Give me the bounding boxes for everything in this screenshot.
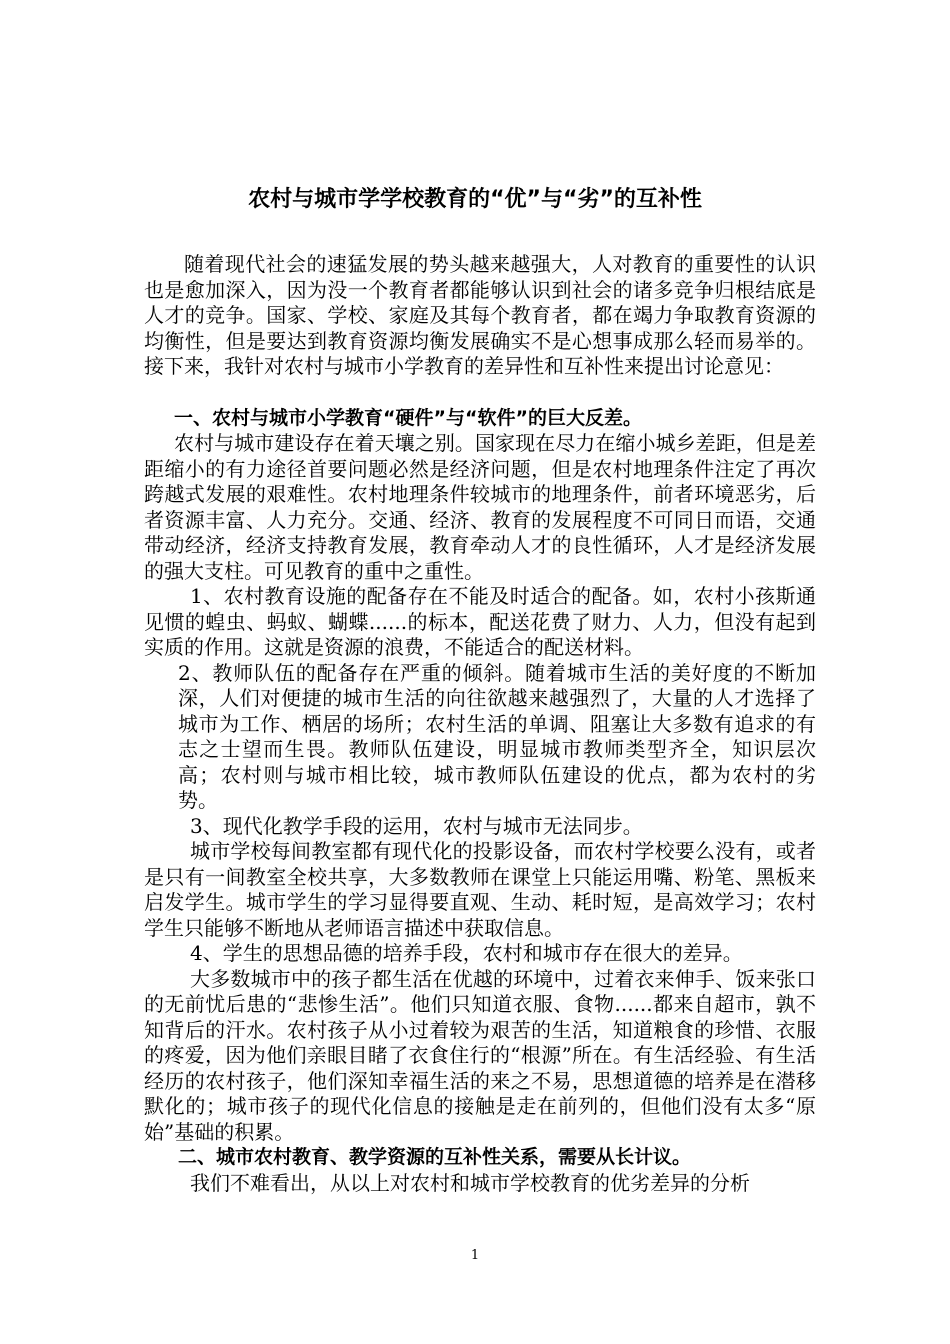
list-item-4: 4、学生的思想品德的培养手段，农村和城市存在很大的差异。 (190, 941, 743, 965)
list-item-1: 1、农村教育设施的配备存在不能及时适合的配备。如，农村小孩斯通见惯的蝗虫、蚂蚁、蝴蝶......的标本，配送花费了财力、人力，但没有起到实质的作用。这就是资源的浪费，不能适合的配送材料。 (144, 584, 816, 659)
list-item-2: 2、教师队伍的配备存在严重的倾斜。随着城市生活的美好度的不断加深，人们对便捷的城市生活的向往欲越来越强烈了，大量的人才选择了城市为工作、栖居的场所；农村生活的单调、阻塞让大多数有追求的有志之士望而生畏。教师队伍建设，明显城市教师类型齐全，知识层次高；农村则与城市相比较，城市教师队伍建设的优点，都为农村的劣势。 (178, 660, 816, 812)
list-item-3: 3、现代化教学手段的运用，农村与城市无法同步。 (190, 813, 643, 838)
section-1-paragraph: 农村与城市建设存在着天壤之别。国家现在尽力在缩小城乡差距，但是差距缩小的有力途径首要问题必然是经济问题，但是农村地理条件注定了再次跨越式发展的艰难性。农村地理条件较城市的地理条件，前者环境恶劣，后者资源丰富、人力充分。交通、经济、教育的发展程度不可同日而语，交通带动经济，经济支持教育发展，教育牵动人才的良性循环，人才是经济发展的强大支柱。可见教育的重中之重性。 (144, 431, 816, 583)
section-2-heading: 二、城市农村教育、教学资源的互补性关系，需要从长计议。 (178, 1146, 692, 1168)
page-number: 1 (470, 1248, 480, 1263)
list-item-3-body: 城市学校每间教室都有现代化的投影设备，而农村学校要么没有，或者是只有一间教室全校共享，大多数教师在课堂上只能运用嘴、粉笔、黑板来启发学生。城市学生的学习显得要直观、生动、耗时短，是高效学习；农村学生只能够不断地从老师语言描述中获取信息。 (144, 839, 816, 940)
list-item-4-body: 大多数城市中的孩子都生活在优越的环境中，过着衣来伸手、饭来张口的无前忧后患的“悲惨生活”。他们只知道衣服、食物......都来自超市，孰不知背后的汗水。农村孩子从小过着较为艰苦的生活，知道粮食的珍惜、衣服的疼爱，因为他们亲眼目睹了衣食住行的“根源”所在。有生活经验、有生活经历的农村孩子，他们深知幸福生活的来之不易，思想道德的培养是在潜移默化的；城市孩子的现代化信息的接触是走在前列的，但他们没有太多“原始”基础的积累。 (144, 966, 816, 1144)
section-1-heading: 一、农村与城市小学教育“硬件”与“软件”的巨大反差。 (174, 406, 642, 429)
document-title: 农村与城市学学校教育的“优”与“劣”的互补性 (248, 187, 702, 212)
intro-paragraph: 随着现代社会的速猛发展的势头越来越强大，人对教育的重要性的认识也是愈加深入，因为没一个教育者都能够认识到社会的诸多竞争归根结底是人才的竞争。国家、学校、家庭及其每个教育者，都在竭力争取教育资源的均衡性，但是要达到教育资源均衡发展确实不是心想事成那么轻而易举的。接下来，我针对农村与城市小学教育的差异性和互补性来提出讨论意见： (144, 252, 816, 378)
section-2-paragraph: 我们不难看出，从以上对农村和城市学校教育的优劣差异的分析 (190, 1170, 750, 1195)
document-body (144, 252, 816, 1196)
